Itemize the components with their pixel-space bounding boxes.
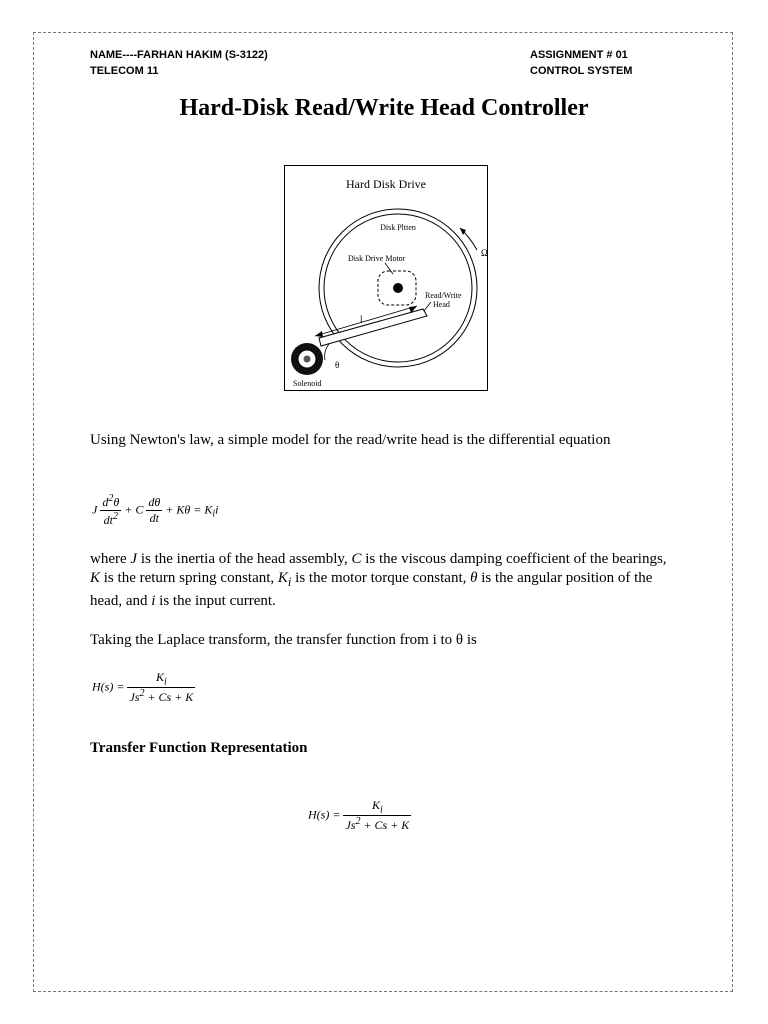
solenoid-pivot xyxy=(304,356,311,363)
transfer-function-1: H(s) = $\frac{K_i}{Js^2 + Cs + K}$ xyxy=(92,670,194,705)
motor-label: Disk Drive Motor xyxy=(348,254,406,263)
paragraph-laplace: Taking the Laplace transform, the transfer function from i to θ is xyxy=(90,632,477,648)
header-right xyxy=(530,47,632,79)
student-class: TELECOM 11 xyxy=(90,65,159,77)
transfer-function-2: H(s) = $\frac{K_i}{Js^2 + Cs + K}$ xyxy=(308,798,410,833)
differential-equation: J $\frac{d^2\theta}{dt^2}$ + C $\frac{d\theta}{dt}$ + $K\theta = K_ii$ xyxy=(92,493,219,527)
page-title: Hard-Disk Read/Write Head Controller xyxy=(179,95,589,121)
omega-label: Ω xyxy=(481,248,488,258)
theta-arc xyxy=(325,344,329,360)
length-arrow-left xyxy=(315,331,323,337)
student-name: NAME----FARHAN HAKIM (S-3122) xyxy=(90,49,268,61)
motor-leader xyxy=(385,263,393,274)
hard-disk-diagram xyxy=(285,166,487,390)
spindle xyxy=(393,283,403,293)
length-label: l xyxy=(360,314,363,324)
solenoid-label: Solenoid xyxy=(293,379,322,388)
head-label-line1: Read/Write xyxy=(425,291,462,300)
assignment-number: ASSIGNMENT # 01 xyxy=(530,49,628,61)
section-heading: Transfer Function Representation xyxy=(90,740,308,756)
figure-title: Hard Disk Drive xyxy=(346,177,426,191)
course-name: CONTROL SYSTEM xyxy=(530,65,633,77)
paragraph-newton: Using Newton's law, a simple model for the read/write head is the differential equation xyxy=(90,432,611,448)
hard-disk-figure xyxy=(284,165,488,391)
paragraph-variables: where J is the inertia of the head assembly, C is the viscous damping coefficient of the bearings, K is the return spring constant, $K_i$ is the motor torque constant, θ is the angular position of the head, and i is the input current. xyxy=(90,551,667,609)
head-label-line2: Head xyxy=(433,300,450,309)
theta-label: θ xyxy=(335,360,340,370)
platen-label: Disk Pltten xyxy=(380,223,416,232)
header-left xyxy=(90,47,268,79)
